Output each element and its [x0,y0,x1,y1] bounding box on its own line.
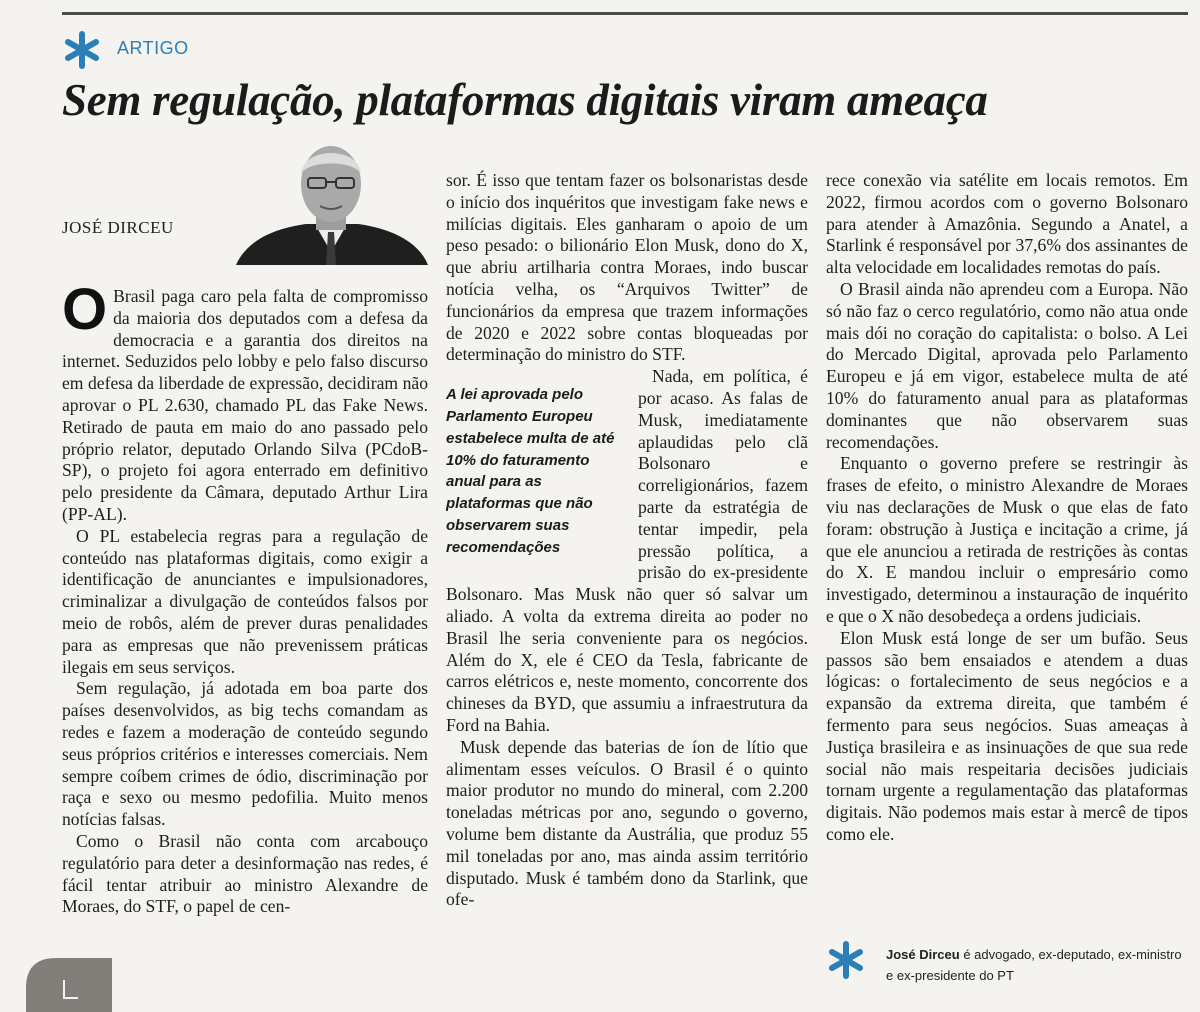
paragraph: Elon Musk está longe de ser um bufão. Seus passos são bem ensaiados e atendem a duas lógicas: o fortalecimento de seus negócios e a expansão da extrema direita, que também é fermento para seus negócios. Suas ameaças à Justiça brasileira e as insinuações de que sua rede social não mais respeitaria decisões judiciais tornam urgente a regulamentação das plataformas digitais. Não podemos mais estar à mercê de tipos como ele. [826,627,1188,844]
article-column-3 [826,170,1188,918]
section-label: ARTIGO [117,38,189,58]
headline: Sem regulação, plataformas digitais viram ameaça [62,75,988,125]
author-bio [886,944,1186,986]
paragraph: Nada, em política, é por acaso. As falas de Musk, imediatamente aplaudidas pelo clã Bolsonaro e correligionários, fazem parte da estratégia de tentar impedir, pela pressão política, a prisão do ex-presidente Bolsonaro. Mas Musk não quer só salvar um aliado. A volta da extrema direita ao poder no Brasil lhe seria conveniente para os negócios. Além do X, ele é CEO da Tesla, fabricante de carros elétricos e, neste momento, concorrente dos chineses da BYD, que assumiu a infraestrutura da Ford na Bahia. [446,366,808,735]
paragraph: rece conexão via satélite em locais remotos. Em 2022, firmou acordos com o governo Bolsonaro para atender à Amazônia. Segundo a Anatel, a Starlink é responsável por 37,6% dos assinantes de alta velocidade em localidades remotas do país. [826,170,1188,278]
paragraph: Enquanto o governo prefere se restringir às frases de efeito, o ministro Alexandre de Moraes viu nas declarações de Musk o que elas de fato foram: obstrução à Justiça e incitação a crime, já que ele anunciou a retirada de restrições às contas do X. E mandou incluir o empresário como investigado, determinou a instauração de inquérito e que o X não desobedeça a ordens judiciais. [826,453,1188,626]
asterisk-icon [62,30,102,70]
rotate-corner-icon[interactable] [26,958,112,1012]
byline: JOSÉ DIRCEU [62,218,174,237]
paragraph: O Brasil ainda não aprendeu com a Europa. Não só não faz o cerco regulatório, como não atua onde mais dói no coração do capitalista: o bolso. A Lei do Mercado Digital, aprovada pelo Parlamento Europeu e já em vigor, estabelece multa de até 10% do faturamento anual para as plataformas dominantes que não observarem suas recomendações. [826,278,1188,452]
asterisk-icon [826,940,866,980]
paragraph: O PL estabelecia regras para a regulação de conteúdo nas plataformas digitais, como exigir a identificação de anunciantes e impulsionadores, criminalizar a divulgação de conteúdos falsos por meio de robôs, além de prever duras penalidades para as empresas que não prevenissem práticas ilegais em seus serviços. [62,525,428,677]
paragraph: Sem regulação, já adotada em boa parte dos países desenvolvidos, as big techs comandam as redes e fazem a moderação de conteúdo segundo seus próprios critérios e interesses comerciais. Nem sempre coíbem crimes de ódio, discriminação por raça e sexo ou mesmo pedofilia. Muito menos notícias falsas. [62,678,428,830]
drop-cap: O [62,286,108,342]
bio-name: José Dirceu [886,947,960,962]
article-column-1 [62,286,428,986]
bio-text: é advogado, ex-deputado, ex-ministro e ex-presidente do PT [886,947,1182,983]
paragraph: Musk depende das baterias de íon de lítio que alimentam esses veículos. O Brasil é o quinto maior produtor no mundo do mineral, com 2.200 toneladas métricas por ano, segundo o governo, volume bem distante da Austrália, que produz 55 mil toneladas por ano, mas ainda assim território disputado. Musk é também dono da Starlink, que ofe- [446,736,808,910]
article-column-2 [446,170,808,996]
pull-quote: A lei aprovada pelo Parlamento Europeu estabelece multa de até 10% do faturamento anual para as plataformas que não observarem suas recomendações [446,386,615,556]
paragraph: sor. É isso que tentam fazer os bolsonaristas desde o início dos inquéritos que investigam fake news e milícias digitais. Eles ganharam o apoio de um peso pesado: o bilionário Elon Musk, dono do X, que abriu artilharia contra Moraes, indo buscar notícia velha, os “Arquivos Twitter” de funcionários da empresa que trazem informações de 2020 e 2022 sobre contas bloqueadas por determinação do ministro do STF. [446,170,808,365]
author-portrait [228,140,434,265]
top-rule [62,12,1188,15]
paragraph: O Brasil paga caro pela falta de compromisso da maioria dos deputados com a defesa da democracia e a garantia dos direitos na internet. Seduzidos pelo lobby e pelo falso discurso em defesa da liberdade de expressão, decidiram não aprovar o PL 2.630, chamado PL das Fake News. Retirado de pauta em maio do ano passado pelo próprio relator, deputado Orlando Silva (PCdoB-SP), o projeto foi agora enterrado em definitivo pelo presidente da Câmara, deputado Arthur Lira (PP-AL). [62,286,428,524]
paragraph: Como o Brasil não conta com arcabouço regulatório para deter a desinformação nas redes, é fácil tentar atribuir ao ministro Alexandre de Moraes, do STF, o papel de cen- [62,830,428,917]
